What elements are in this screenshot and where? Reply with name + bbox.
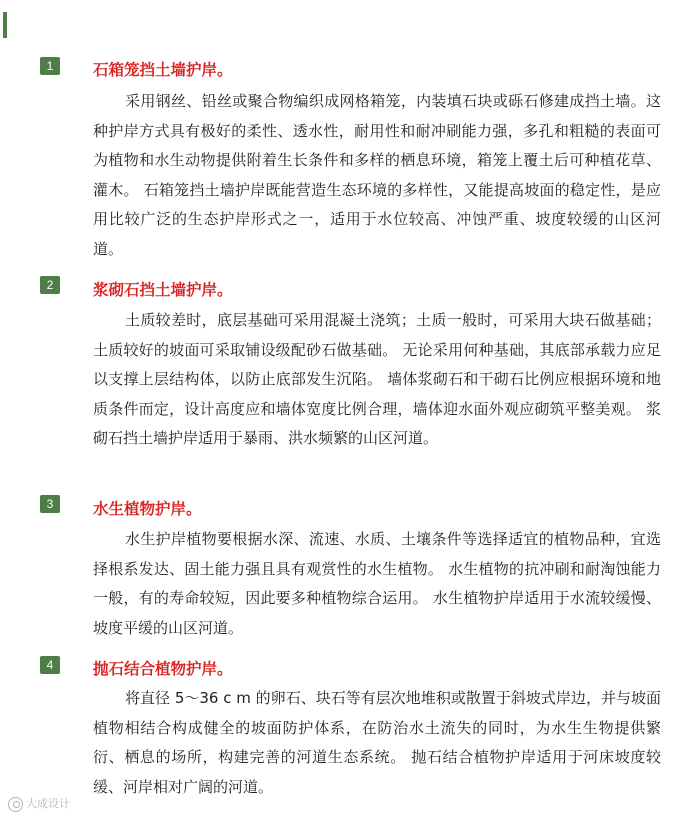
section-body: 采用钢丝、铅丝或聚合物编织成网格箱笼，内装填石块或砾石修建成挡土墙。这种护岸方式具有极好的柔性、透水性，耐用性和耐冲刷能力强，多孔和粗糙的表面可为植物和水生动物提供附着生长条件和多样的栖息环境，箱笼上覆土后可种植花草、灌木。 石箱笼挡土墙护岸既能营造生态环境的多样性，又能提高坡面的稳定性，是应用比较广泛的生态护岸形式之一，适用于水位较高、冲蚀严重、坡度较缓的山区河道。 — [93, 92, 661, 258]
section-number-badge: 4 — [40, 656, 60, 674]
accent-bar — [3, 12, 7, 38]
section-body: 水生护岸植物要根据水深、流速、水质、土壤条件等选择适宜的植物品种，宜选择根系发达、固土能力强且具有观赏性的水生植物。 水生植物的抗冲刷和耐淘蚀能力一般，有的寿命较短，因此要多种植物综合运用。 水生植物护岸适用于水流较缓慢、坡度平缓的山区河道。 — [93, 530, 661, 637]
section-title: 浆砌石挡土墙护岸。 — [93, 281, 233, 299]
section-number-badge: 1 — [40, 57, 60, 75]
section-title: 石箱笼挡土墙护岸。 — [93, 61, 233, 79]
watermark-text: 大成设计 — [26, 798, 70, 810]
section-body: 将直径 5～36 c m 的卵石、块石等有层次地堆积或散置于斜坡式岸边，并与坡面植物相结合构成健全的坡面防护体系，在防治水土流失的同时，为水生生物提供繁衍、栖息的场所，构建完善的河道生态系统。 抛石结合植物护岸适用于河床坡度较缓、河岸相对广阔的河道。 — [93, 689, 661, 796]
section-number-badge: 2 — [40, 276, 60, 294]
section-number-badge: 3 — [40, 495, 60, 513]
section-title: 水生植物护岸。 — [93, 500, 202, 518]
section-body: 土质较差时，底层基础可采用混凝土浇筑；土质一般时，可采用大块石做基础；土质较好的坡面可采取铺设级配砂石做基础。 无论采用何种基础，其底部承载力应足以支撑上层结构体，以防止底部发生沉陷。 墙体浆砌石和干砌石比例应根据环境和地质条件而定，设计高度应和墙体宽度比例合理，墙体迎水面外观应砌筑平整美观。 浆砌石挡土墙护岸适用于暴雨、洪水频繁的山区河道。 — [93, 311, 661, 447]
watermark-logo-icon — [8, 797, 23, 812]
watermark — [8, 795, 70, 812]
section-title: 抛石结合植物护岸。 — [93, 660, 233, 678]
